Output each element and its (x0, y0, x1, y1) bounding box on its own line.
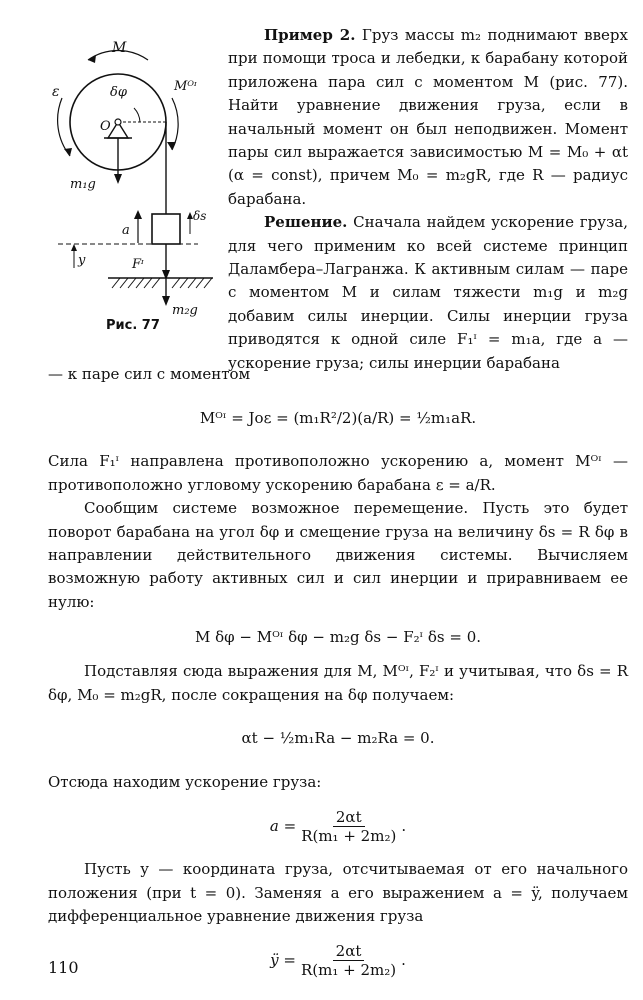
ground-hatching (112, 278, 212, 288)
formula-differential-end: . (401, 950, 406, 969)
formula-differential-num: 2αt (333, 942, 365, 961)
label-accel: a (122, 223, 130, 238)
example-text: Груз массы m₂ поднимают вверх при помощи троса и лебедки, к барабану которой приложена пара сил с моментом M (рис. 77). Найти уравнение движения груза, если в начальный момент он был неподвижен. Момент пары сил выражается зависимостью M = M₀ + αt (α = const), причем M₀ = m₂gR, где R — радиус барабана. (228, 26, 628, 208)
main-body (48, 363, 628, 993)
paragraph-substitution: Подставляя сюда выражения для M, Mᴼᶦ, F₂ᶦ и учитывая, что δs = R δφ, M₀ = m₂gR, после сокращения на δφ получаем: (48, 662, 628, 704)
label-center: O (100, 119, 111, 134)
formula-differential-fraction (298, 942, 399, 979)
formula-acceleration-lhs: a = (269, 816, 297, 835)
inertia-arrowhead (167, 142, 176, 150)
formula-acceleration-den: R(m₁ + 2m₂) (301, 826, 397, 845)
formula-acceleration-fraction (298, 808, 399, 845)
pulley-diagram (48, 38, 218, 338)
label-inertia-force: Fᶦ (132, 257, 144, 272)
formula-reduced: αt − ½m₁Ra − m₂Ra = 0. (241, 729, 435, 748)
label-delta-phi: δφ (110, 85, 127, 100)
formula-differential-lhs: ÿ = (270, 950, 296, 969)
right-column (228, 24, 628, 375)
figure-caption: Рис. 77 (106, 318, 160, 333)
formula-differential (48, 929, 628, 993)
example-paragraph (228, 24, 628, 211)
load-block (152, 214, 180, 244)
solution-heading: Решение. (264, 213, 348, 232)
label-m2g: m₂g (172, 303, 198, 318)
formula-acceleration-num: 2αt (333, 808, 365, 827)
page-number: 110 (48, 958, 79, 977)
label-moment: M (112, 40, 127, 56)
formula-acceleration-end: . (401, 816, 407, 835)
accel-arrowhead (134, 210, 142, 219)
formula-virtual-work: M δφ − Mᴼᶦ δφ − m₂g δs − F₂ᶦ δs = 0. (194, 627, 482, 646)
solution-paragraph (228, 211, 628, 375)
formula-inertia-moment: Mᴼᶦ = Jᴏε = (m₁R²/2)(a/R) = ½m₁aR. (199, 408, 477, 427)
paragraph-coordinate: Пусть y — координата груза, отсчитываемая от его начального положения (при t = 0). Заменяя a его выражением a = ÿ, получаем дифференциальное уравнение движения груза (48, 860, 628, 926)
solution-text: Сначала найдем ускорение груза, для чего применим ко всей системе принцип Даламбера–Лагранжа. К активным силам — паре с моментом M и силам тяжести m₁g и m₂g добавим силы инерции. Силы инерции груза приводятся к одной силе F₁ᶦ = m₁a, где a — ускорение груза; силы инерции барабана (228, 213, 628, 372)
formula-acceleration (48, 794, 628, 858)
label-m1g: m₁g (70, 177, 96, 192)
paragraph-virtual-displacement: Сообщим системе возможное перемещение. Пусть это будет поворот барабана на угол δφ и смещение груза на величину δs = R δφ в направлении действительного движения системы. Вычисляем возможную работу активных сил и сил инерции и приравниваем ее нулю: (48, 499, 628, 611)
formula-differential-den: R(m₁ + 2m₂) (300, 961, 397, 980)
label-delta-s: δs (193, 209, 207, 223)
paragraph-direction: Сила F₁ᶦ направлена противоположно ускорению a, момент Mᴼᶦ — противоположно угловому ускорению барабана ε = a/R. (48, 452, 628, 494)
label-inertia-moment: Mᴼᶦ (174, 79, 197, 94)
label-y: y (78, 253, 86, 268)
dphi-arc (134, 108, 140, 122)
axle (115, 119, 121, 125)
label-epsilon: ε (52, 84, 60, 100)
y-arrowhead (71, 244, 77, 251)
paragraph-acceleration: Отсюда находим ускорение груза: (48, 773, 322, 792)
m1g-arrowhead (114, 174, 122, 184)
epsilon-arc (58, 98, 70, 156)
solution-continuation: — к паре сил с моментом (48, 365, 251, 383)
example-heading: Пример 2. (264, 26, 356, 44)
epsilon-arrowhead (64, 148, 72, 156)
m2g-arrowhead (162, 296, 170, 306)
figure-77 (48, 38, 218, 338)
